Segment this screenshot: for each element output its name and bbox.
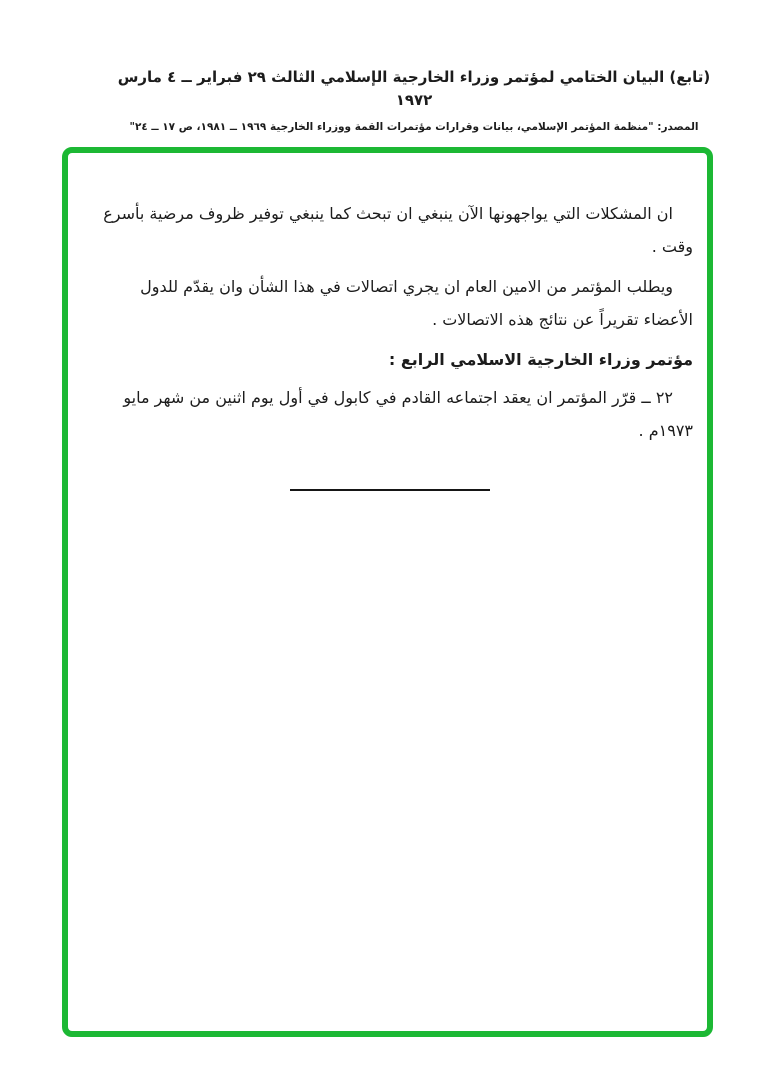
document-header (0, 0, 758, 134)
paragraph-item-22: ٢٢ ــ قرّر المؤتمر ان يعقد اجتماعه القادم في كابول في أول يوم اثنين من شهر مايو ١٩٧٣م . (123, 388, 693, 440)
header-source-citation: المصدر: "منظمة المؤتمر الإسلامي، بيانات وقرارات مؤتمرات القمة ووزراء الخارجية ١٩٦٩ ــ ١٩٨١، ص ١٧ ــ ٢٤" (129, 120, 699, 133)
header-title: (تابع) البيان الختامي لمؤتمر وزراء الخارجية الإسلامي الثالث ٢٩ فبراير ــ ٤ مارس ١٩٧٢ (117, 68, 711, 110)
section-heading-fourth-conference: مؤتمر وزراء الخارجية الاسلامي الرابع : (388, 350, 693, 369)
paragraph-secretary-general-request: ويطلب المؤتمر من الامين العام ان يجري اتصالات في هذا الشأن وان يقدّم للدول الأعضاء تقريراً عن نتائج هذه الاتصالات . (140, 277, 693, 329)
green-highlight-box (62, 147, 713, 1037)
paragraph-problems: ان المشكلات التي يواجهونها الآن ينبغي ان تبحث كما ينبغي توفير ظروف مرضية بأسرع وقت . (103, 204, 693, 256)
horizontal-divider (290, 489, 490, 491)
